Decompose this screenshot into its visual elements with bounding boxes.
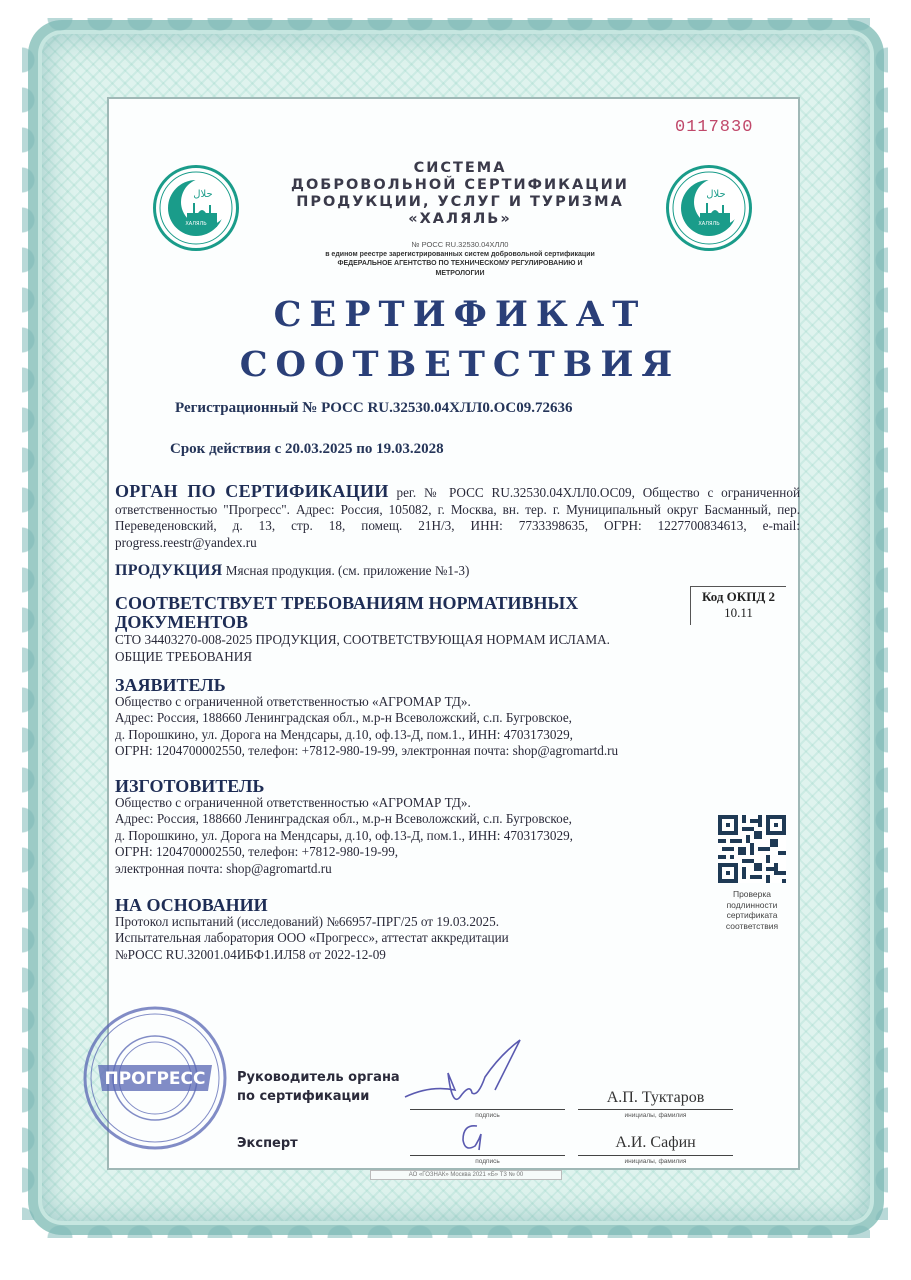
product-heading: ПРОДУКЦИЯ [115, 562, 223, 579]
basis-section: НА ОСНОВАНИИ Протокол испытаний (исследований) №66957-ПРГ/25 от 19.03.2025. Испытательная лаборатория ООО «Прогресс», аттестат аккредитации №РОСС RU.32001.04ИБФ1.ИЛ58 от 2022-12-09 [115, 897, 800, 963]
qr-code-icon[interactable] [718, 815, 786, 883]
border-scallop-left [22, 40, 48, 1220]
expert-name: А.И. Сафин [615, 1134, 696, 1151]
system-registry-info [255, 240, 665, 278]
compliance-heading: СООТВЕТСТВУЕТ ТРЕБОВАНИЯМ НОРМАТИВНЫХ [115, 593, 579, 613]
manufacturer-heading: ИЗГОТОВИТЕЛЬ [115, 776, 265, 796]
head-name-line [578, 1109, 733, 1110]
compliance-section: СООТВЕТСТВУЕТ ТРЕБОВАНИЯМ НОРМАТИВНЫХ ДОКУМЕНТОВ СТО 34403270-008-2025 ПРОДУКЦИЯ, СООТВЕТСТВУЮЩАЯ НОРМАМ ИСЛАМА. ОБЩИЕ ТРЕБОВАНИЯ [115, 594, 685, 665]
manufacturer-section: ИЗГОТОВИТЕЛЬ Общество с ограниченной ответственностью «АГРОМАР ТД». Адрес: Россия, 188660 Ленинградская обл., м.р-н Всеволожский, с.п. Бугровское, д. Порошкино, ул. Дорога на Мендсары, д.10, оф.13-Д, пом.1., ИНН: 4703173029, ОГРН: 1204700002550, телефон: +7812-980-19-99, электронная почта: shop@agromartd.ru [115, 778, 800, 877]
border-scallop-right [862, 40, 888, 1220]
certification-body-heading: ОРГАН ПО СЕРТИФИКАЦИИ [115, 481, 389, 501]
svg-text:ПРОГРЕСС: ПРОГРЕСС [104, 1069, 206, 1089]
okpd-code-box [690, 586, 786, 625]
svg-text:حلال: حلال [706, 189, 726, 200]
head-signature-line [410, 1109, 565, 1110]
applicant-section: ЗАЯВИТЕЛЬ Общество с ограниченной ответственностью «АГРОМАР ТД». Адрес: Россия, 188660 Ленинградская обл., м.р-н Всеволожский, с.п. Бугровское, д. Порошкино, ул. Дорога на Мендсары, д.10, оф.13-Д, пом.1., ИНН: 4703173029, ОГРН: 1204700002550, телефон: +7812-980-19-99, электронная почта: shop@agromartd.ru [115, 677, 800, 760]
expert-name-line [578, 1155, 733, 1156]
border-scallop-top [40, 18, 870, 44]
applicant-heading: ЗАЯВИТЕЛЬ [115, 675, 226, 695]
certification-body-text: рег. № РОСС RU.32530.04ХЛЛ0.ОС09, Общество с ограниченной ответственностью "Прогресс". Адрес: Россия, 105082, г. Москва, вн. тер. г. Муниципальный округ Басманный, пер. Переведеновский, д. 13, стр. 18, помещ. 21Н/3, ИНН: 7733398635, ОГРН: 1227700834613, e-mail: progress.reestr@yandex.ru [115, 485, 800, 550]
svg-text:ХАЛЯЛЬ: ХАЛЯЛЬ [185, 221, 207, 227]
head-signature-icon [400, 1035, 550, 1115]
certificate-title: СЕРТИФИКАТ СООТВЕТСТВИЯ [239, 294, 681, 385]
certification-body-section [115, 483, 800, 551]
product-text: Мясная продукция. (см. приложение №1-3) [225, 563, 470, 578]
system-reg-number: № РОСС RU.32530.04ХЛЛ0 [411, 240, 509, 249]
expert-signature-line [410, 1155, 565, 1156]
agency-line-2: МЕТРОЛОГИИ [435, 269, 485, 277]
border-scallop-bottom [40, 1212, 870, 1238]
standard-text: СТО 34403270-008-2025 ПРОДУКЦИЯ, СООТВЕТСТВУЮЩАЯ НОРМАМ ИСЛАМА. [115, 632, 610, 647]
agency-line: ФЕДЕРАЛЬНОЕ АГЕНТСТВО ПО ТЕХНИЧЕСКОМУ РЕГУЛИРОВАНИЮ И [337, 260, 583, 267]
expert-label: Эксперт [237, 1136, 298, 1151]
serial-number: 0117830 [675, 118, 754, 137]
registration-number: Регистрационный № РОСС RU.32530.04ХЛЛ0.ОС09.72636 [175, 400, 573, 416]
qr-caption: Проверка подлинности сертификата соответствия [725, 889, 779, 931]
halal-logo-icon [153, 165, 239, 251]
svg-text:حلال: حلال [193, 189, 213, 200]
head-of-body-label: Руководитель органа по сертификации [237, 1070, 400, 1104]
halal-logo-icon [666, 165, 752, 251]
basis-heading: НА ОСНОВАНИИ [115, 895, 268, 915]
printer-imprint: АО «ГОЗНАК» Москва 2021 «Б» Т3 № 00 [370, 1170, 562, 1180]
svg-text:ХАЛЯЛЬ: ХАЛЯЛЬ [698, 221, 720, 227]
seal-stamp-icon [80, 1003, 230, 1153]
okpd-label: Код ОКПД 2 [701, 589, 776, 604]
validity-period: Срок действия с 20.03.2025 по 19.03.2028 [170, 441, 444, 457]
product-section [115, 563, 800, 580]
registry-line: в едином реестре зарегистрированных систем добровольной сертификации [325, 250, 595, 258]
certification-system-title: СИСТЕМА ДОБРОВОЛЬНОЙ СЕРТИФИКАЦИИ ПРОДУКЦИИ, УСЛУГ И ТУРИЗМА «ХАЛЯЛЬ» [291, 160, 629, 227]
okpd-value: 10.11 [724, 605, 753, 620]
head-name: А.П. Туктаров [606, 1089, 705, 1106]
